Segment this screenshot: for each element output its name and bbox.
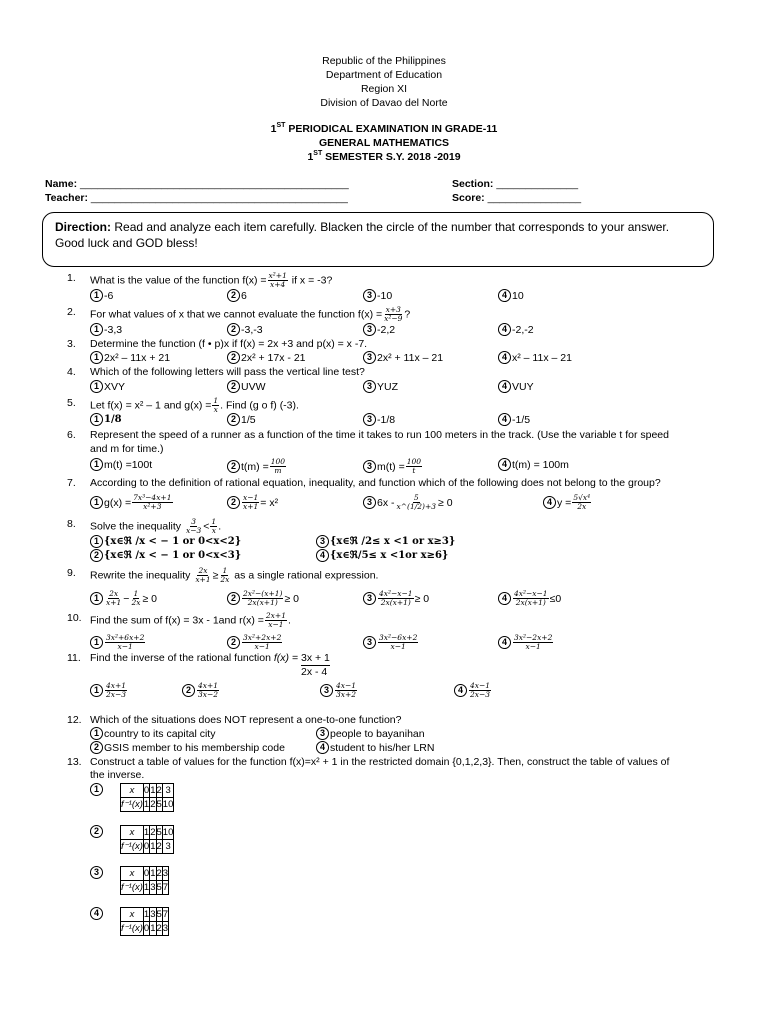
question-number: 11. bbox=[67, 652, 81, 664]
name-field[interactable]: ______________________________________________ bbox=[80, 178, 349, 190]
question-stem: Let f(x) = x² – 1 and g(x) = $\frac{1}{x}$ . Find (g o f) (-3). bbox=[90, 396, 299, 414]
direction-text: Read and analyze each item carefully. Blacken the circle of the number that corresponds to your answer. Good luck and GOD bless! bbox=[55, 220, 670, 250]
teacher-row bbox=[45, 191, 745, 205]
option-4-4[interactable]: 4 VUY bbox=[498, 380, 534, 393]
option-7-4[interactable]: 4 y = $\frac{\text{5√x⁴}}{2x}$ bbox=[543, 494, 592, 511]
exam-title-line3: 1ST SEMESTER S.Y. 2018 -2019 bbox=[307, 150, 461, 163]
question-number: 9. bbox=[67, 567, 76, 579]
option-2-4[interactable]: 4 -2,-2 bbox=[498, 323, 534, 336]
option-1-1[interactable]: 1 -6 bbox=[90, 289, 113, 302]
question-stem-cont: the inverse. bbox=[90, 769, 145, 781]
options-2 bbox=[90, 323, 730, 339]
header-republic: Republic of the Philippines bbox=[322, 55, 446, 67]
question-number: 4. bbox=[67, 366, 76, 378]
options-11 bbox=[90, 682, 730, 698]
option-5-4[interactable]: 4 -1/5 bbox=[498, 413, 530, 426]
option-10-4[interactable]: 4 $\frac{\text{3x²−2x+2}}{x-1}$ bbox=[498, 634, 554, 651]
option-8-2[interactable]: 2 {x∈ℜ /x < − 1 or 0<x<3} bbox=[90, 549, 241, 562]
section-label: Section: bbox=[452, 178, 494, 190]
option-13-1[interactable] bbox=[90, 783, 174, 810]
option-9-1[interactable]: 1 $\frac{2x}{x+1}$ − $\frac{1}{2x}$ ≥ 0 bbox=[90, 590, 157, 607]
options-3 bbox=[90, 351, 730, 367]
option-circle[interactable]: 3 bbox=[90, 866, 103, 879]
header-division: Division of Davao del Norte bbox=[320, 97, 448, 109]
option-2-2[interactable]: 2 -3,-3 bbox=[227, 323, 263, 336]
option-3-4[interactable]: 4 x² – 11x – 21 bbox=[498, 351, 572, 364]
question-stem: Find the inverse of the rational function f(x) = $\frac{3x + 1}{2x - 4}$ bbox=[90, 652, 330, 678]
question-stem: Determine the function (f • p)x if f(x) = 2x +3 and p(x) = x -7. bbox=[90, 338, 368, 350]
name-row bbox=[45, 177, 745, 191]
question-number: 2. bbox=[67, 306, 76, 318]
teacher-label: Teacher: bbox=[45, 192, 88, 204]
question-number: 1. bbox=[67, 272, 76, 284]
direction-box bbox=[42, 212, 714, 267]
option-4-2[interactable]: 2 UVW bbox=[227, 380, 266, 393]
option-13-2[interactable] bbox=[90, 825, 174, 852]
options-9 bbox=[90, 590, 730, 606]
question-number: 5. bbox=[67, 397, 76, 409]
option-2-1[interactable]: 1 -3,3 bbox=[90, 323, 122, 336]
option-4-1[interactable]: 1 XVY bbox=[90, 380, 125, 393]
option-7-3[interactable]: 3 6x - $\frac{5}{x\^{}(1/2)+3}$ ≥ 0 bbox=[363, 494, 453, 511]
question-stem: For what values of x that we cannot evaluate the function f(x) = $\frac{x+3}{\text{x²−9}}$ ? bbox=[90, 305, 411, 323]
section-field[interactable]: ______________ bbox=[496, 178, 579, 190]
question-number: 13. bbox=[67, 756, 82, 768]
header-region: Region XI bbox=[360, 83, 408, 95]
options-5 bbox=[90, 413, 730, 429]
option-12-2[interactable]: 2 GSIS member to his membership code bbox=[90, 741, 285, 754]
option-10-2[interactable]: 2 $\frac{\text{3x²+2x+2}}{x-1}$ bbox=[227, 634, 283, 651]
options-10 bbox=[90, 634, 730, 650]
values-table: x 0 1 2 3 f⁻¹(x) 1 3 5 7 bbox=[121, 868, 169, 893]
option-10-1[interactable]: 1 $\frac{\text{3x²+6x+2}}{x-1}$ bbox=[90, 634, 146, 651]
option-8-1[interactable]: 1 {x∈ℜ /x < − 1 or 0<x<2} bbox=[90, 535, 241, 548]
option-3-3[interactable]: 3 2x² + 11x – 21 bbox=[363, 351, 443, 364]
option-12-1[interactable]: 1 country to its capital city bbox=[90, 727, 215, 740]
options-8b bbox=[90, 549, 730, 565]
values-table: x 1 2 5 10 f⁻¹(x) 0 1 2 3 bbox=[121, 827, 174, 852]
question-stem: According to the definition of rational equation, inequality, and function which of the following does not belong to the group? bbox=[90, 477, 661, 489]
option-11-1[interactable]: 1 $\frac{4x+1}{2x-3}$ bbox=[90, 682, 128, 699]
option-6-1[interactable]: 1 m(t) =100t bbox=[90, 458, 152, 471]
question-stem: What is the value of the function f(x) = $\frac{\text{x²+1}}{x+4}$ if x = -3? bbox=[90, 271, 333, 289]
option-4-3[interactable]: 3 YUZ bbox=[363, 380, 398, 393]
option-7-1[interactable]: 1 g(x) = $\frac{\text{7x³−4x+1}}{\text{x²+3}}$ bbox=[90, 494, 174, 511]
exam-title-line1: 1ST PERIODICAL EXAMINATION IN GRADE-11 bbox=[270, 122, 498, 135]
header-department: Department of Education bbox=[325, 69, 443, 81]
option-1-3[interactable]: 3 -10 bbox=[363, 289, 392, 302]
question-number: 3. bbox=[67, 338, 76, 350]
options-7 bbox=[90, 494, 730, 510]
option-6-3[interactable]: 3 m(t) = $\frac{100}{t}$ bbox=[363, 458, 423, 475]
values-table: x 1 3 5 7 f⁻¹(x) 0 1 2 3 bbox=[121, 909, 169, 934]
question-stem: Find the sum of f(x) = 3x - 1and r(x) = $\frac{2x+1}{x-1}$ . bbox=[90, 611, 291, 629]
question-stem: Construct a table of values for the function f(x)=x² + 1 in the restricted domain {0,1,2,3}. Then, construct the table of values of bbox=[90, 756, 670, 768]
option-3-2[interactable]: 2 2x² + 17x - 21 bbox=[227, 351, 306, 364]
option-3-1[interactable]: 1 2x² – 11x + 21 bbox=[90, 351, 170, 364]
option-6-4[interactable]: 4 t(m) = 100m bbox=[498, 458, 569, 471]
option-9-2[interactable]: 2 $\frac{\text{2x²−(x+1)}}{2x(x+1)}$ ≥ 0 bbox=[227, 590, 299, 607]
question-stem: Solve the inequality $\frac{3}{x-3}$ < $\frac{1}{x}$ . bbox=[90, 517, 222, 535]
option-9-3[interactable]: 3 $\frac{\text{4x²−x−1}}{2x(x+1)}$ ≥ 0 bbox=[363, 590, 429, 607]
question-stem: Rewrite the inequality $\frac{2x}{x+1}$ ≥ $\frac{1}{2x}$ as a single rational expression. bbox=[90, 566, 379, 584]
option-9-4[interactable]: 4 $\frac{\text{4x²−x−1}}{2x(x+1)}$ ≤0 bbox=[498, 590, 561, 607]
option-circle[interactable]: 2 bbox=[90, 825, 103, 838]
options-12b bbox=[90, 741, 730, 757]
option-11-2[interactable]: 2 $\frac{4x+1}{3x-2}$ bbox=[182, 682, 220, 699]
question-stem: Represent the speed of a runner as a function of the time it takes to run 100 meters in the track. (Use the variable t for speed bbox=[90, 429, 669, 441]
name-label: Name: bbox=[45, 178, 78, 190]
values-table: x 0 1 2 3 f⁻¹(x) 1 2 5 10 bbox=[121, 785, 174, 810]
question-stem-cont: and m for time.) bbox=[90, 443, 164, 455]
teacher-field[interactable]: ____________________________________________ bbox=[90, 192, 348, 204]
exam-title bbox=[0, 122, 768, 164]
question-number: 6. bbox=[67, 429, 76, 441]
option-5-2[interactable]: 2 1/5 bbox=[227, 413, 256, 426]
option-11-3[interactable]: 3 $\frac{4x-1}{3x+2}$ bbox=[320, 682, 358, 699]
options-4 bbox=[90, 380, 730, 396]
option-12-4[interactable]: 4 student to his/her LRN bbox=[316, 741, 434, 754]
option-5-3[interactable]: 3 -1/8 bbox=[363, 413, 395, 426]
option-6-2[interactable]: 2 t(m) = $\frac{100}{m}$ bbox=[227, 458, 287, 475]
option-8-4[interactable]: 4 {x∈ℜ/5≤ x <1or x≥6} bbox=[316, 549, 448, 562]
option-circle[interactable]: 4 bbox=[90, 907, 103, 920]
option-12-3[interactable]: 3 people to bayanihan bbox=[316, 727, 425, 740]
option-10-3[interactable]: 3 $\frac{\text{3x²−6x+2}}{x-1}$ bbox=[363, 634, 419, 651]
direction-label: Direction: bbox=[55, 220, 112, 234]
question-number: 7. bbox=[67, 477, 76, 489]
document-header bbox=[0, 54, 768, 110]
option-8-3[interactable]: 3 {x∈ℜ /2≤ x <1 or x≥3} bbox=[316, 535, 455, 548]
question-stem: Which of the situations does NOT represent a one-to-one function? bbox=[90, 714, 402, 726]
option-7-2[interactable]: 2 $\frac{x-1}{x+1}$ = x² bbox=[227, 494, 278, 511]
option-1-2[interactable]: 2 6 bbox=[227, 289, 247, 302]
option-13-3[interactable] bbox=[90, 866, 169, 893]
option-2-3[interactable]: 3 -2,2 bbox=[363, 323, 395, 336]
option-13-4[interactable] bbox=[90, 907, 169, 934]
score-field[interactable]: ________________ bbox=[487, 192, 582, 204]
question-number: 10. bbox=[67, 612, 82, 624]
score-label: Score: bbox=[452, 192, 485, 204]
question-stem: Which of the following letters will pass the vertical line test? bbox=[90, 366, 365, 378]
option-circle[interactable]: 1 bbox=[90, 783, 103, 796]
option-5-1[interactable]: 1 1/8 bbox=[90, 413, 122, 426]
question-number: 8. bbox=[67, 518, 76, 530]
option-1-4[interactable]: 4 10 bbox=[498, 289, 524, 302]
options-6 bbox=[90, 458, 730, 474]
exam-title-line2: GENERAL MATHEMATICS bbox=[318, 137, 450, 149]
question-number: 12. bbox=[67, 714, 82, 726]
option-11-4[interactable]: 4 $\frac{4x-1}{2x-3}$ bbox=[454, 682, 492, 699]
options-1 bbox=[90, 289, 730, 305]
